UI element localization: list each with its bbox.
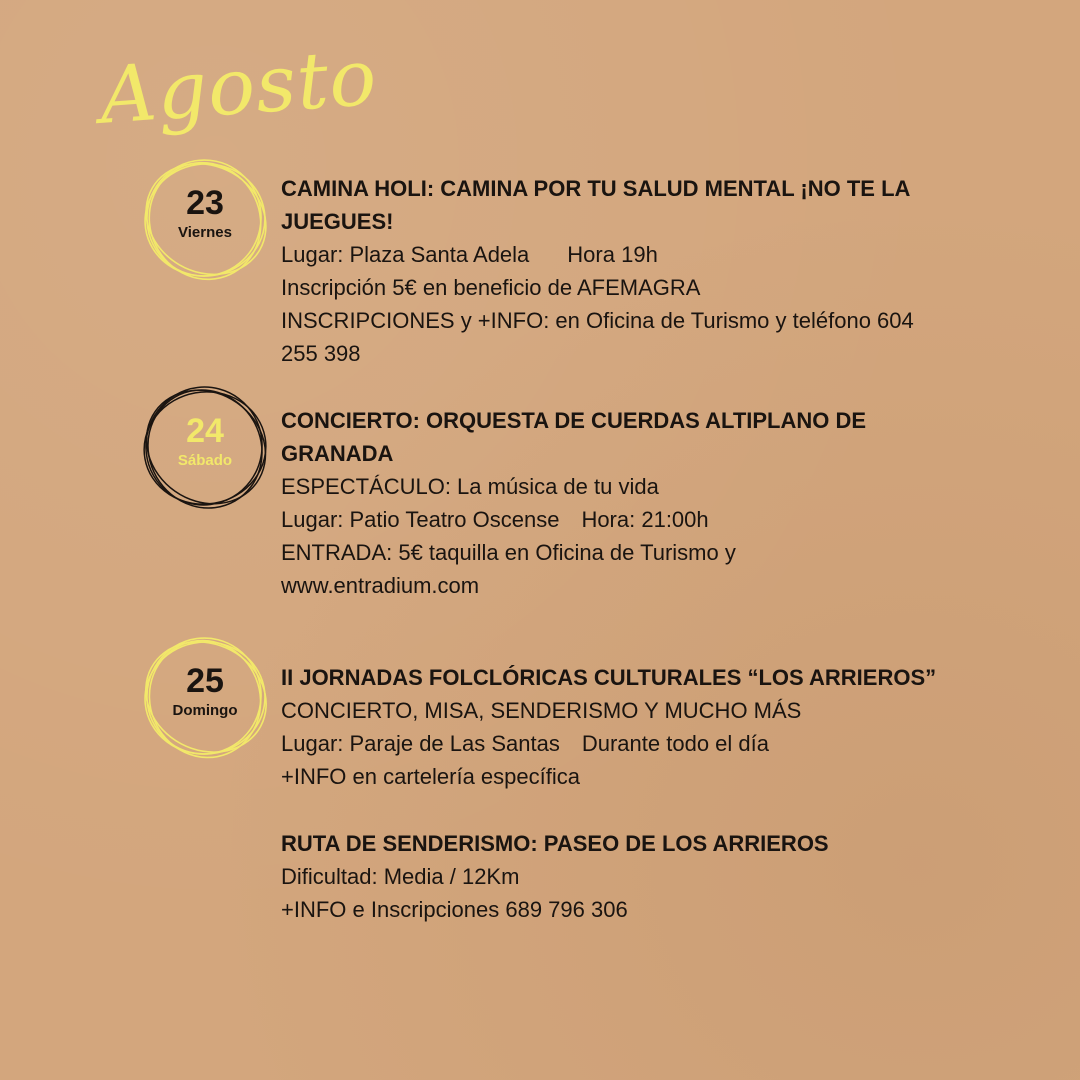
event-info: Dificultad: Media / 12Km — [281, 864, 520, 889]
date-day: 24 — [186, 412, 224, 450]
event-website: www.entradium.com — [281, 573, 480, 598]
event-info: Inscripción 5€ en beneficio de AFEMAGRA — [281, 275, 701, 300]
date-weekday: Domingo — [172, 702, 238, 719]
event-title: CAMINA HOLI: CAMINA POR TU SALUD MENTAL ¡NO TE LA — [281, 176, 911, 201]
date-badge-23 — [140, 154, 270, 284]
event-place: Lugar: Paraje de Las Santas — [281, 731, 560, 756]
event-ruta-senderismo — [281, 827, 971, 926]
event-camina-holi — [281, 172, 971, 370]
date-badge-24 — [140, 382, 270, 512]
event-place: Lugar: Patio Teatro Oscense — [281, 507, 560, 532]
event-title-cont: GRANADA — [281, 441, 394, 466]
date-day: 25 — [186, 662, 224, 700]
event-info: INSCRIPCIONES y +INFO: en Oficina de Turismo y teléfono 604 — [281, 308, 914, 333]
event-info: CONCIERTO, MISA, SENDERISMO Y MUCHO MÁS — [281, 698, 802, 723]
event-title: II JORNADAS FOLCLÓRICAS CULTURALES “LOS ARRIEROS” — [281, 665, 937, 690]
event-title-cont: JUEGUES! — [281, 209, 394, 234]
date-badge-25 — [140, 632, 270, 762]
event-info: ESPECTÁCULO: La música de tu vida — [281, 474, 659, 499]
event-time: Durante todo el día — [581, 731, 769, 756]
event-info: +INFO e Inscripciones 689 796 306 — [281, 897, 628, 922]
month-title: Agosto — [96, 32, 381, 142]
event-time: Hora 19h — [567, 242, 658, 267]
event-place-time — [281, 727, 971, 760]
date-day: 23 — [186, 184, 224, 222]
date-weekday: Sábado — [177, 452, 233, 469]
event-place-time — [281, 238, 971, 271]
event-concierto — [281, 404, 971, 602]
event-place-time — [281, 503, 971, 536]
date-weekday: Viernes — [178, 224, 232, 241]
event-info: ENTRADA: 5€ taquilla en Oficina de Turismo y — [281, 540, 736, 565]
event-title: CONCIERTO: ORQUESTA DE CUERDAS ALTIPLANO DE — [281, 408, 867, 433]
event-title: RUTA DE SENDERISMO: PASEO DE LOS ARRIEROS — [281, 831, 829, 856]
event-jornadas-folcloricas — [281, 661, 971, 793]
event-info: +INFO en cartelería específica — [281, 764, 580, 789]
event-time: Hora: 21:00h — [581, 507, 709, 532]
event-place: Lugar: Plaza Santa Adela — [281, 242, 530, 267]
event-info: 255 398 — [281, 341, 361, 366]
